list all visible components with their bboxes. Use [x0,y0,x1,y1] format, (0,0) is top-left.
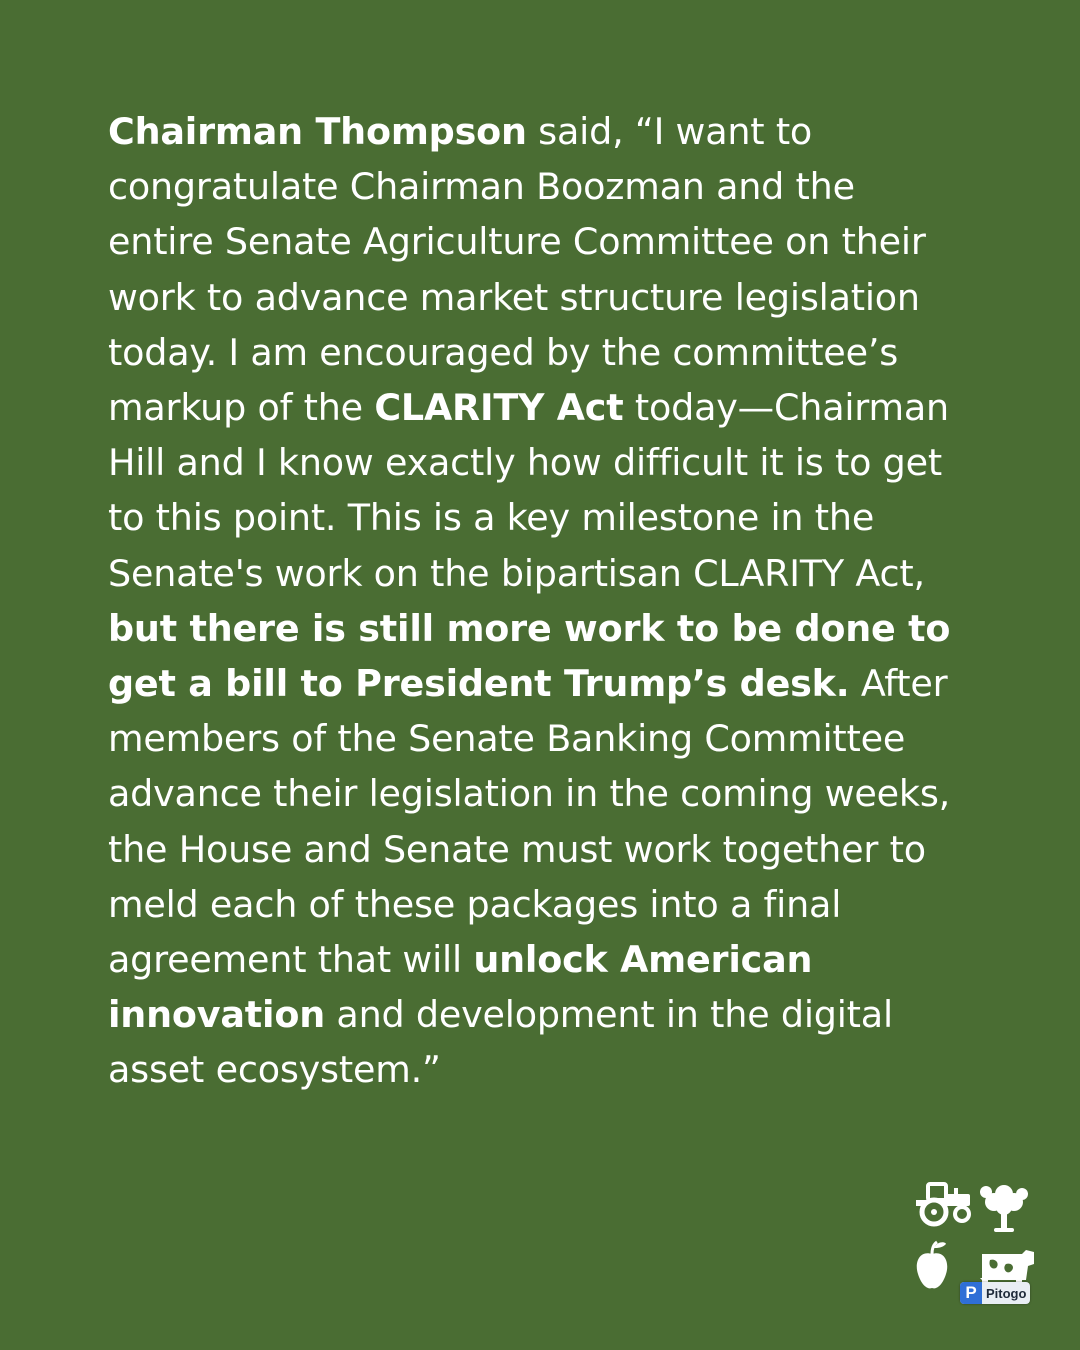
emphasis-unlock-innovation: unlock American innovation [108,938,813,1037]
quote-text [108,104,968,1098]
tree-icon [980,1185,1028,1232]
pitogo-badge-icon: P [960,1282,982,1304]
quote-segment-3: After members of the Senate Banking Committee advance their legislation in the coming weeks, the House and Senate must work together to meld each of these packages into a final agreement that will [108,662,951,982]
quote-segment-2: today—Chairman Hill and I know exactly how difficult it is to get to this point. This is a key milestone in the Senate's work on the bipartisan CLARITY Act, [108,386,949,595]
tractor-icon [916,1184,970,1224]
apple-icon [917,1242,947,1288]
quote-segment-4: and development in the digital asset ecosystem.” [108,993,893,1092]
emphasis-more-work: but there is still more work to be done to get a bill to President Trump’s desk. [108,606,951,706]
pitogo-watermark [960,1282,1030,1304]
quote-segment-1: said, “I want to congratulate Chairman Boozman and the entire Senate Agriculture Committee on their work to advance market structure legislation today. I am encouraged by the committee’s markup of the [108,110,926,430]
pitogo-label: Pitogo [986,1285,1027,1301]
speaker-name: Chairman Thompson [108,110,527,153]
emphasis-clarity-act: CLARITY Act [374,386,624,430]
